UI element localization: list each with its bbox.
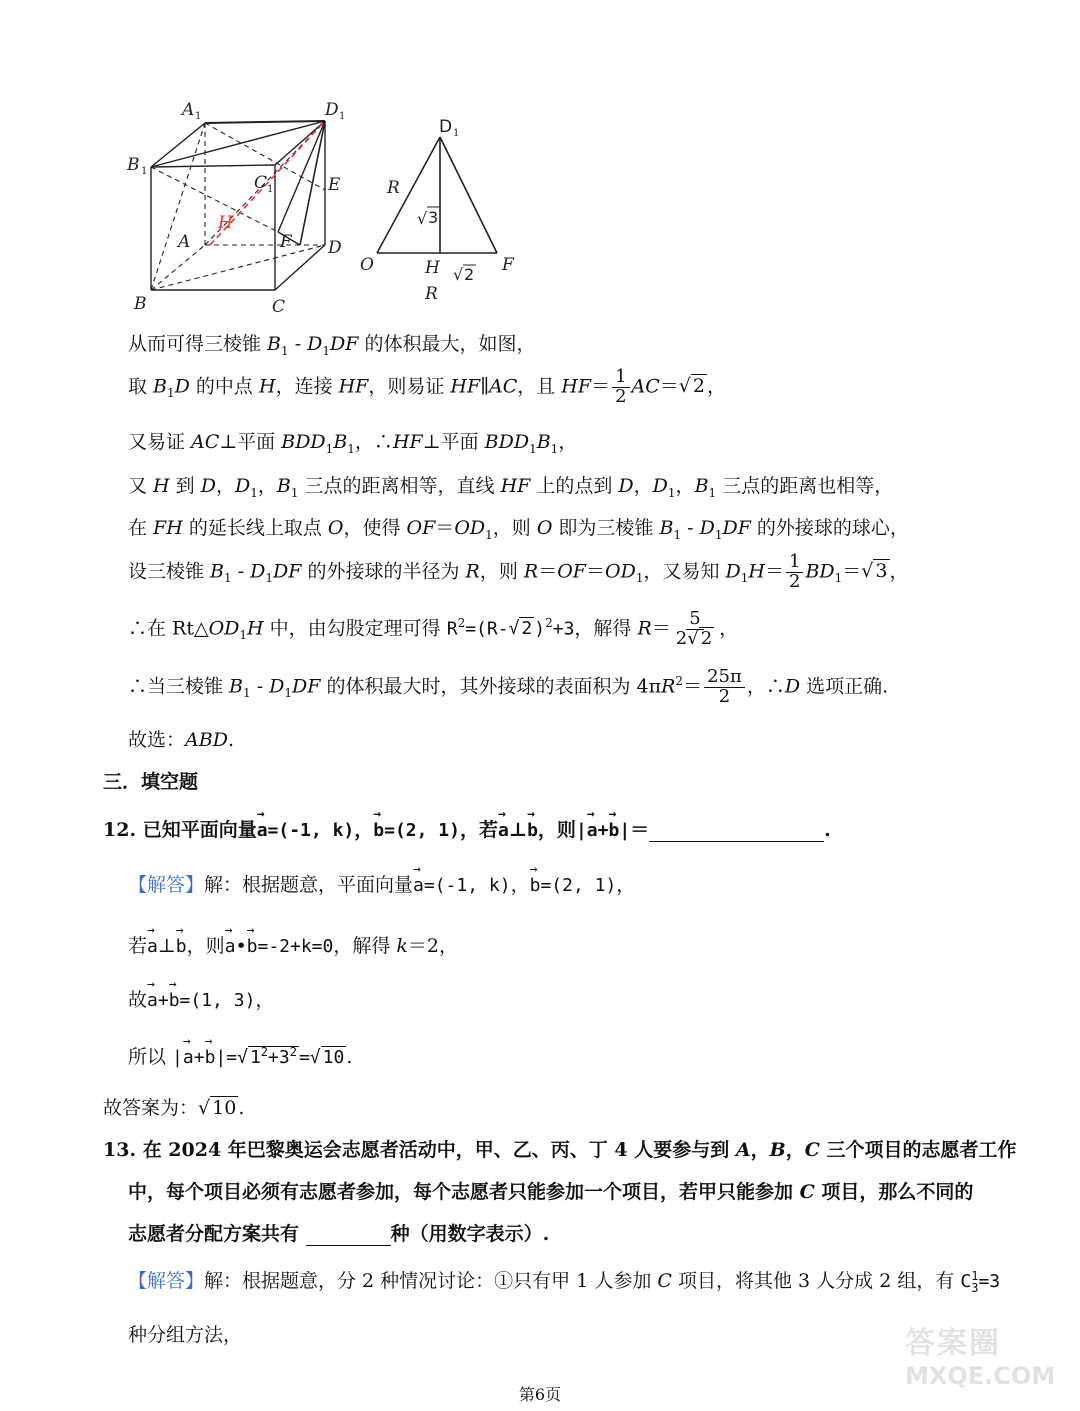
sqrt: √ 10 [309,1047,345,1068]
cube-figure [120,95,360,320]
cube-label-a1: A [182,100,195,120]
svg-text:1: 1 [453,128,460,139]
solution-line-8: ∴当三棱锥 $B_1 - D_1DF$ 的体积最大时，其外接球的表面积为 $4\pi R^2=$ $\frac{25\pi}{2}$ ，∴D 选项正确. [128,666,889,707]
answer-blank-12[interactable] [649,821,824,842]
solution-line-4: 又 H 到 D，$D_1$，$B_1$ 三点的距离相等，直线 HF 上的点到 D，$D_1$，$B_1$ 三点的距离也相等， [128,475,894,500]
q12-answer-line-2: 若→ a⊥→ b，则→ a•→ b=-2+k=0，解得 k＝2， [128,935,458,958]
sqrt: √ $1^2+3^2$ [237,1045,297,1068]
cube-label-d1: D [325,100,339,120]
q13-answer-line-1: 【解答】解：根据题意，分 2 种情况讨论：①只有甲 1 人参加 C 项目，将其他 3 人分成 2 组，有 C 1 3 =3 [128,1269,1001,1295]
solution-line-1: 从而可得三棱锥 $B_1 - D_1DF$ 的体积最大，如图， [128,333,536,358]
svg-text:1: 1 [141,166,148,177]
answer-tag: 【解答】 [128,1270,205,1292]
triangle-label-f: F [502,255,514,275]
triangle-label-h: H [425,258,440,278]
combination: C 1 3 [960,1269,979,1295]
q12-final-answer: 故答案为：√ 10 . [103,1097,245,1119]
cube-label-c1: C [254,173,268,193]
fraction: $\frac{5}{2√ 2}$ [675,608,713,649]
triangle-label-r-left: R [387,178,400,198]
question-12: 12. 已知平面向量→ a=(-1, k)，→ b=(2, 1)，若→ a⊥→ b，则|→ a+→ b|＝ . [103,819,831,842]
triangle-label-sqrt2: 2 [464,265,475,284]
answer-tag: 【解答】 [128,874,205,896]
answer-blank-13[interactable] [306,1225,391,1246]
sqrt: √ 10 [198,1097,237,1119]
triangle-label-sqrt3: 3 [428,208,439,227]
question-13-line-3: 志愿者分配方案共有 种（用数字表示）. [128,1223,550,1245]
cube-label-f: F [280,232,292,252]
cube-label-d: D [328,238,342,258]
q12-answer-line-4: 所以 |→ a+→ b|=√ $1^2+3^2$ =√ 10 . [128,1045,352,1069]
question-13-line-1: 13. 在 2024 年巴黎奥运会志愿者活动中，甲、乙、丙、丁 4 人要参与到 A，B，C 三个项目的志愿者工作 [103,1139,1017,1161]
solution-line-9: 故选：ABD. [128,729,234,751]
section-title: 三．填空题 [103,771,199,793]
q12-answer-line-3: 故→ a+→ b=(1, 3)， [128,989,274,1012]
cube-label-b: B [134,294,147,314]
cube-label-c: C [272,297,286,317]
fraction: $\frac{1}{2}$ [612,368,629,407]
triangle-label-o: O [360,255,374,275]
sqrt: √ 2 [508,618,533,640]
q12-answer-line-1: 【解答】解：根据题意，平面向量→ a=(-1, k)，→ b=(2, 1)， [128,874,635,897]
page-number: 第6页 [518,1385,562,1404]
triangle-figure [355,110,530,310]
solution-line-2: 取 $B_1D$ 的中点 H，连接 HF，则易证 HF∥AC，且 HF＝ $\frac{1}{2}$ AC＝√ 2 ， [128,366,727,407]
cube-label-e: E [328,175,341,195]
q13-answer-line-2: 种分组方法， [128,1324,243,1346]
sqrt: √ 2 [678,375,705,398]
solution-line-5: 在 FH 的延长线上取点 O，使得 $OF=OD_1$，则 O 即为三棱锥 $B_1 - D_1DF$ 的外接球的球心， [128,517,909,542]
triangle-label-r-bottom: R [425,284,438,304]
solution-line-6: 设三棱锥 $B_1 - D_1DF$ 的外接球的半径为 R，则 $R=OF=OD_1$，又易知 $D_1H=$ $\frac{1}{2}$ $BD_1=√$ 3 ， [128,551,909,592]
watermark: 答案圈 MXQE.COM [905,1326,1056,1390]
cube-label-h: H [218,213,233,233]
svg-text:1: 1 [267,184,274,195]
svg-text:1: 1 [195,111,202,122]
triangle-label-d1: D [439,117,453,137]
svg-text:1: 1 [339,111,346,122]
solution-line-3: 又易证 AC⊥平面 $BDD_1B_1$，∴HF⊥平面 $BDD_1B_1$， [128,431,578,456]
triangle-sqrt2-radical: √ [453,265,464,284]
sqrt: √ 3 [861,560,888,583]
triangle-sqrt3-radical: √ [417,209,428,228]
question-13-line-2: 中，每个项目必须有志愿者参加，每个志愿者只能参加一个项目，若甲只能参加 C 项目，那么不同的 [128,1181,974,1203]
fraction: $\frac{25\pi}{2}$ [704,668,745,707]
cube-label-a: A [178,232,191,252]
fraction: $\frac{1}{2}$ [786,553,803,592]
solution-line-7: ∴在 $Rt\triangle OD_1H$ 中，由勾股定理可得 $R^2=(R-√$ 2 )$^2$+3，解得 R＝ $\frac{5}{2√ 2}$ ， [128,608,739,649]
cube-label-b1: B [127,155,140,175]
